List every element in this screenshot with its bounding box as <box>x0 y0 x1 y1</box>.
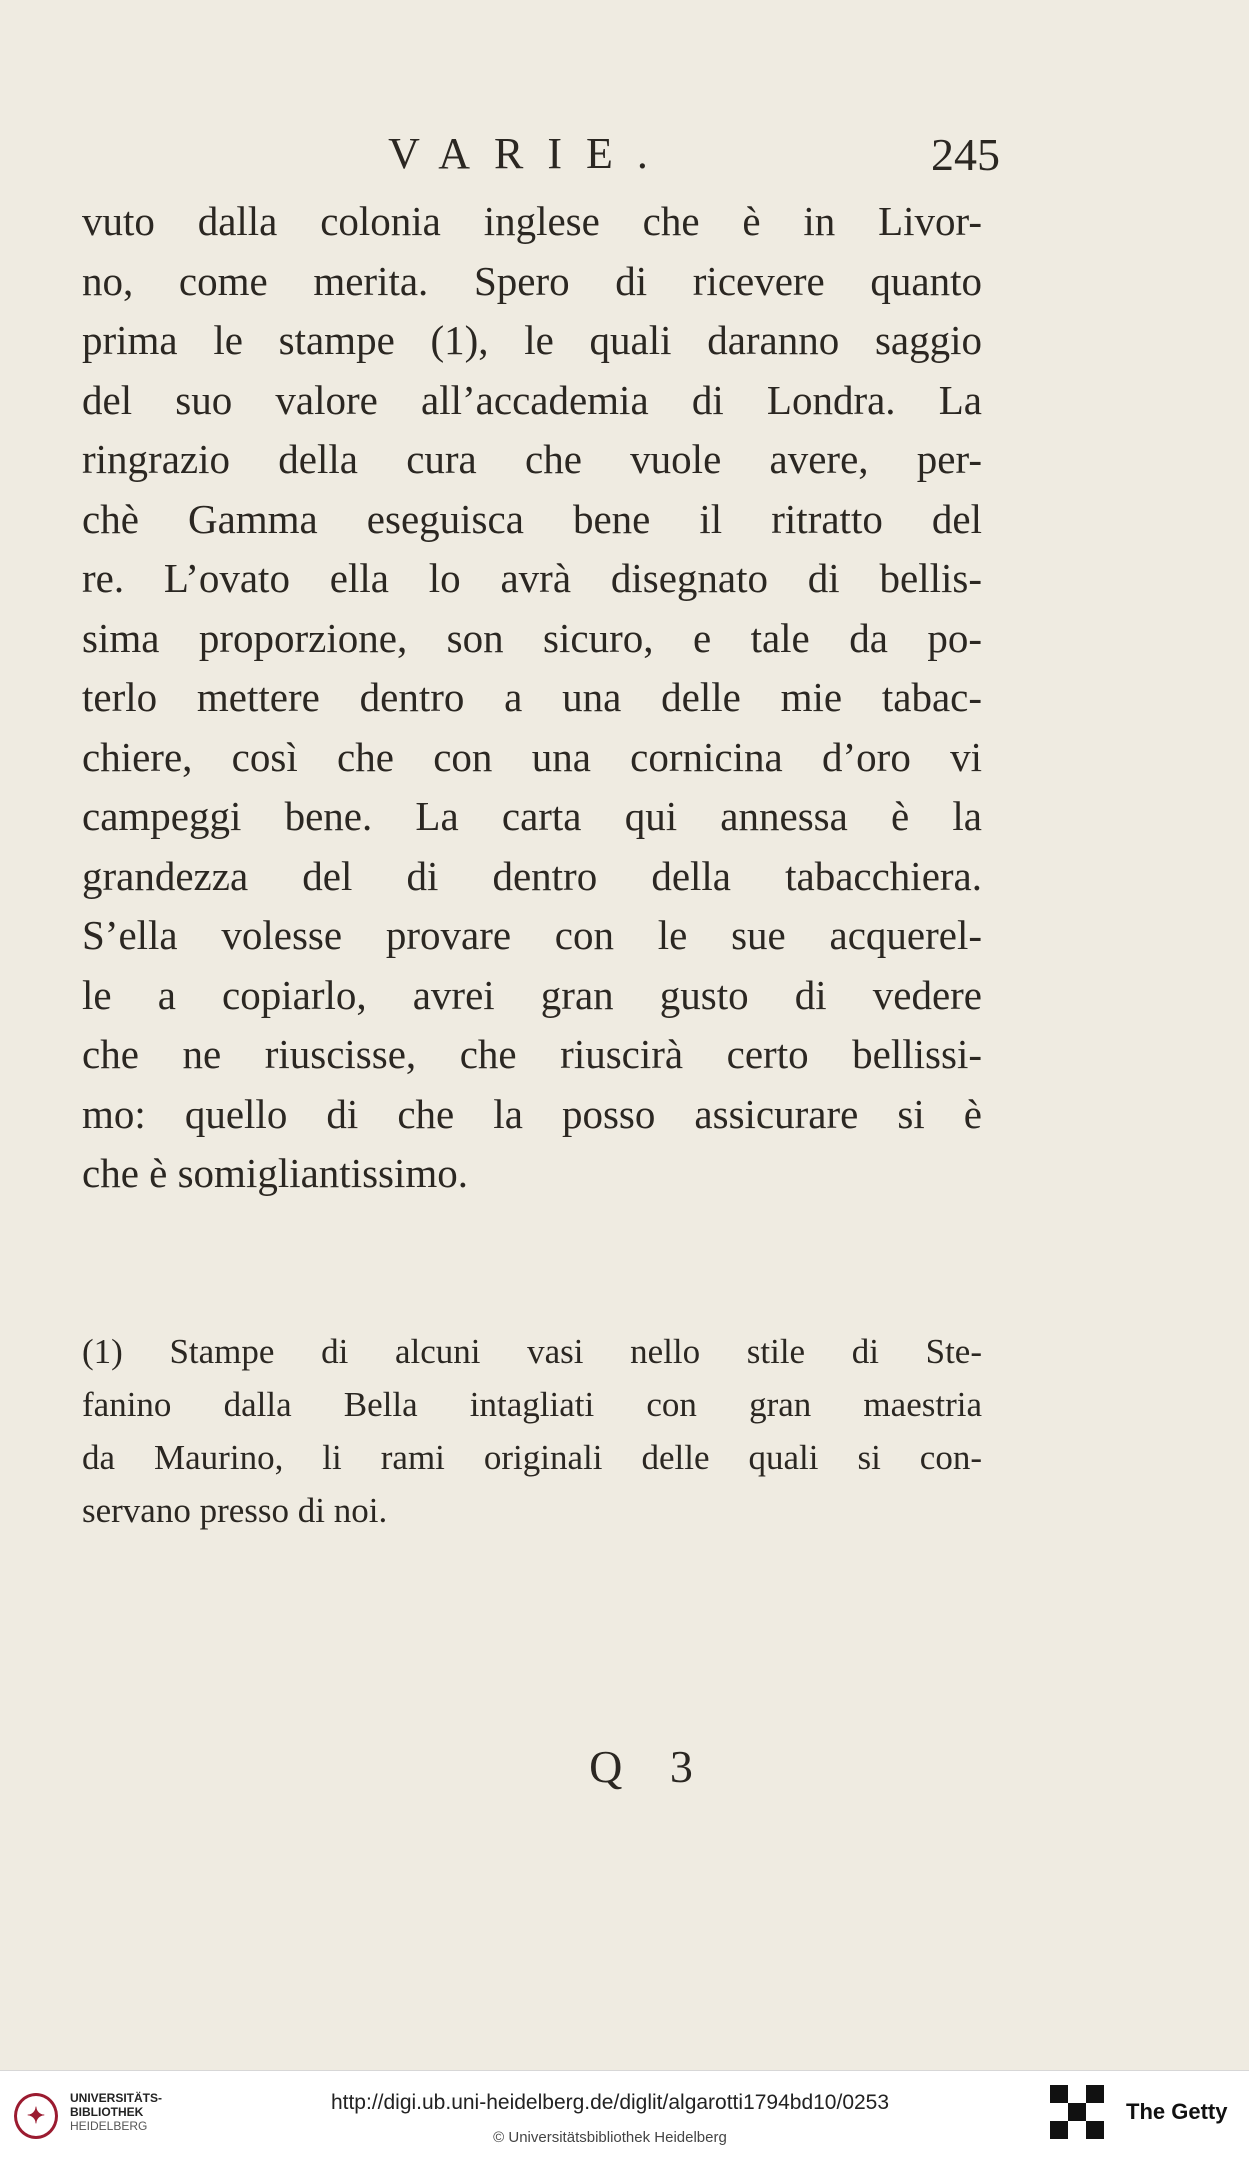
footnote-line: fanino dalla Bella intagliati con gran maestria <box>82 1385 982 1424</box>
footnote-line: servano presso di noi. <box>82 1491 388 1530</box>
text-line: che ne riuscisse, che riuscirà certo bellissi- <box>82 1031 982 1077</box>
text-line: terlo mettere dentro a una delle mie tabac- <box>82 674 982 720</box>
text-line: no, come merita. Spero di ricevere quanto <box>82 257 982 304</box>
footnote-line: (1) Stampe di alcuni vasi nello stile di Ste- <box>82 1332 982 1371</box>
seal-icon: ✦ <box>14 2093 58 2139</box>
university-library-logo[interactable] <box>14 2089 174 2145</box>
footnote-line: da Maurino, li rami originali delle quali si con- <box>82 1438 982 1477</box>
institution-line: BIBLIOTHEK <box>70 2105 144 2119</box>
running-head: VARIE. <box>388 129 672 178</box>
text-line: mo: quello di che la posso assicurare si è <box>82 1090 982 1137</box>
getty-logo[interactable] <box>1050 2083 1240 2153</box>
permalink-url[interactable]: http://digi.ub.uni-heidelberg.de/diglit/algarotti1794bd10/0253 <box>330 2091 890 2114</box>
text-line: chè Gamma eseguisca bene il ritratto del <box>82 495 982 542</box>
institution-line: UNIVERSITÄTS- <box>70 2091 163 2105</box>
text-line: sima proporzione, son sicuro, e tale da po- <box>82 614 982 661</box>
text-line: campeggi bene. La carta qui annessa è la <box>82 793 982 839</box>
body-text <box>82 192 982 1204</box>
footnote <box>82 1325 982 1537</box>
getty-label: The Getty <box>1126 2099 1228 2124</box>
text-line: vuto dalla colonia inglese che è in Livor- <box>82 198 982 244</box>
institution-line: HEIDELBERG <box>70 2119 148 2133</box>
viewer-footer <box>0 2070 1249 2160</box>
getty-mark-icon <box>1050 2085 1104 2139</box>
text-line: grandezza del di dentro della tabacchiera. <box>82 852 982 899</box>
text-line: S’ella volesse provare con le sue acquerel- <box>82 912 982 958</box>
text-line: ringrazio della cura che vuole avere, per- <box>82 436 982 482</box>
page-number: 245 <box>931 129 1000 180</box>
copyright-notice: © Universitätsbibliothek Heidelberg <box>493 2129 727 2146</box>
signature-mark: Q 3 <box>589 1741 711 1792</box>
text-line: che è somigliantissimo. <box>82 1150 469 1196</box>
text-line: re. L’ovato ella lo avrà disegnato di bellis- <box>82 555 982 601</box>
text-line: chiere, così che con una cornicina d’oro vi <box>82 733 982 780</box>
text-line: del suo valore all’accademia di Londra. La <box>82 376 982 423</box>
text-line: prima le stampe (1), le quali daranno saggio <box>82 317 982 363</box>
page-header <box>0 128 1249 178</box>
institution-name <box>70 2091 162 2133</box>
text-line: le a copiarlo, avrei gran gusto di vedere <box>82 971 982 1018</box>
